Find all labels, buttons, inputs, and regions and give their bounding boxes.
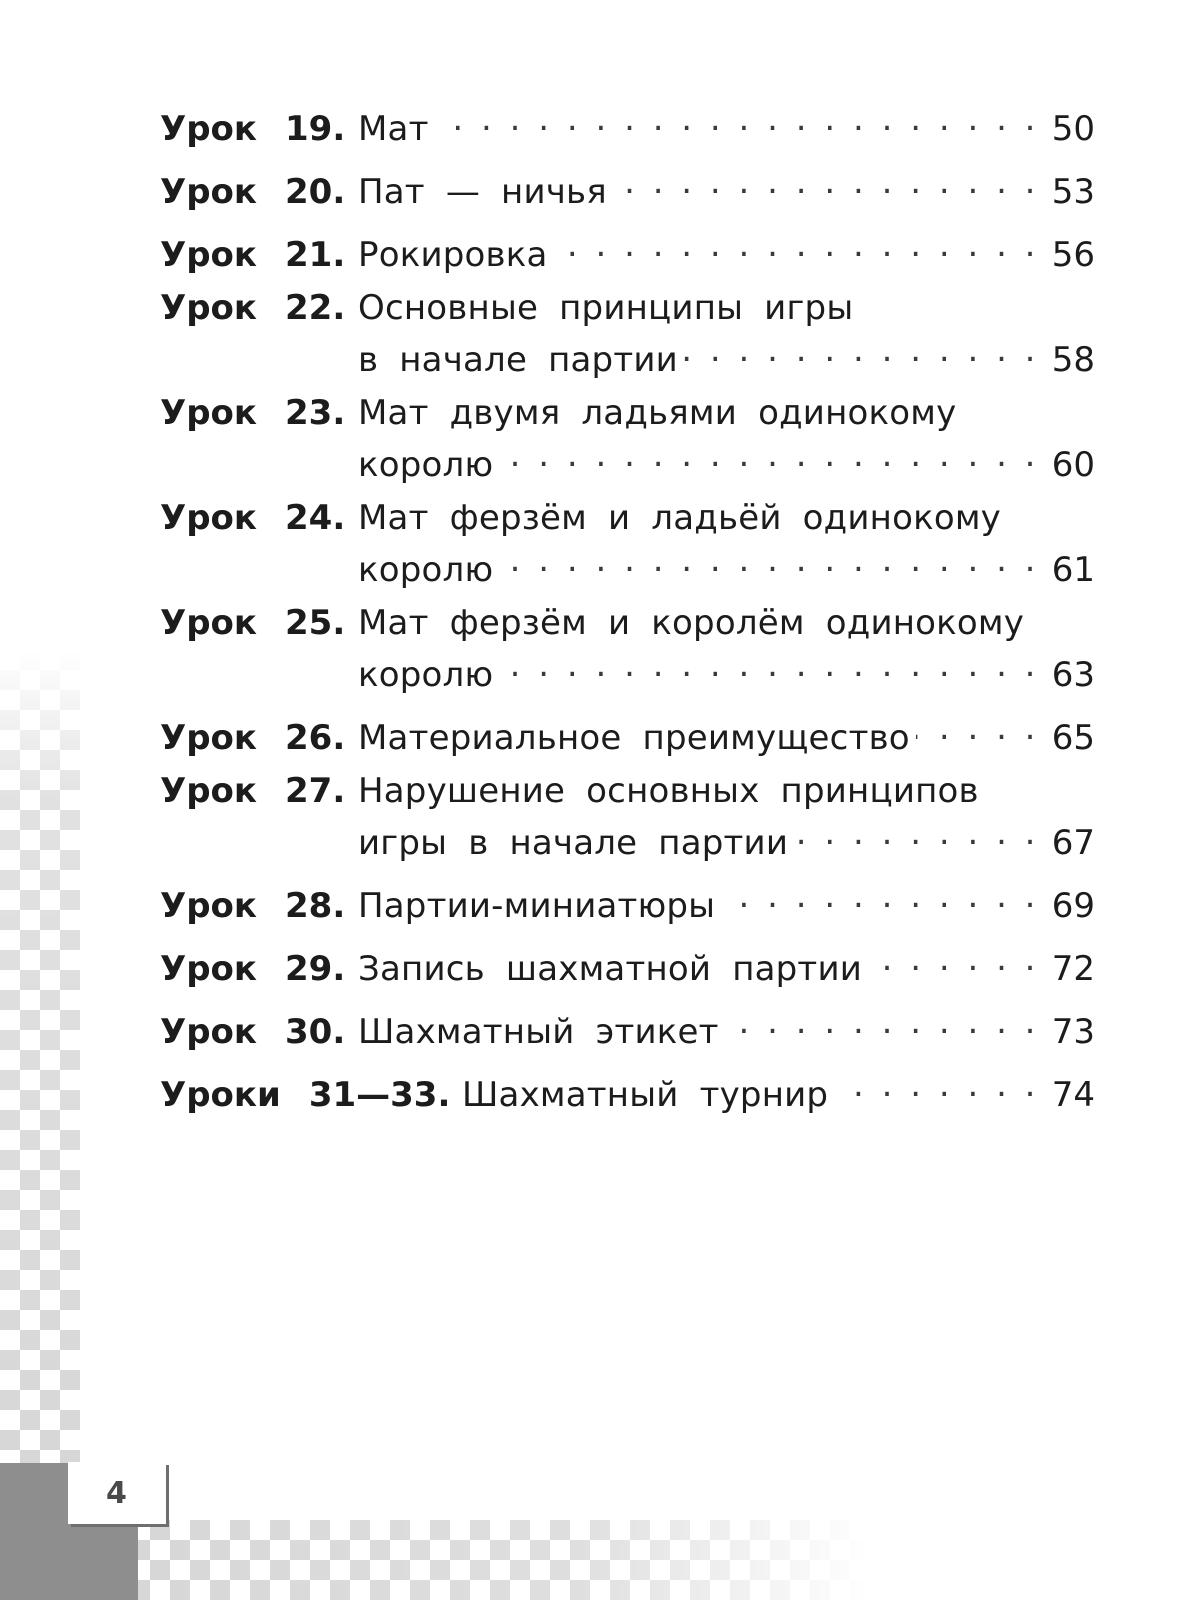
lesson-number: 24. xyxy=(285,498,346,538)
page-ref: 56 xyxy=(1051,235,1095,275)
lesson-number: 19. xyxy=(285,109,346,149)
lesson-title: Пат — ничья xyxy=(358,172,607,212)
dot-leader xyxy=(721,875,1039,917)
lesson-label xyxy=(160,234,358,276)
toc-entry xyxy=(160,602,1095,695)
lesson-label xyxy=(160,108,358,150)
page-ref: 73 xyxy=(1051,1012,1095,1052)
lesson-word: Урок xyxy=(160,288,257,328)
lesson-label xyxy=(160,717,358,759)
dot-leader xyxy=(435,98,1039,140)
toc-line xyxy=(160,602,1095,644)
page-ref: 72 xyxy=(1051,949,1095,989)
toc-entry xyxy=(160,161,1095,212)
lesson-title: Мат ферзём и королём одинокому xyxy=(358,603,1025,643)
toc-entry xyxy=(160,98,1095,149)
toc-entry xyxy=(160,770,1095,863)
checker-pattern-bottom xyxy=(130,1520,870,1600)
toc-line xyxy=(160,938,1095,989)
page-ref: 61 xyxy=(1051,550,1095,590)
lesson-label xyxy=(160,392,358,434)
lesson-number: 22. xyxy=(285,288,346,328)
dot-leader xyxy=(613,161,1039,203)
lesson-title: королю xyxy=(358,550,494,590)
lesson-word: Уроки xyxy=(160,1075,281,1115)
lesson-title: Материальное преимущество xyxy=(358,718,910,758)
toc-line xyxy=(160,1001,1095,1052)
toc-entry xyxy=(160,707,1095,758)
lesson-number: 30. xyxy=(285,1012,346,1052)
toc-entry xyxy=(160,224,1095,275)
lesson-number: 26. xyxy=(285,718,346,758)
lesson-title: Рокировка xyxy=(358,235,548,275)
lesson-label xyxy=(160,602,358,644)
lesson-title: Мат ферзём и ладьёй одинокому xyxy=(358,498,1001,538)
toc-line xyxy=(160,812,1095,863)
dot-leader xyxy=(684,329,1039,371)
toc-line xyxy=(160,497,1095,539)
toc-line xyxy=(160,644,1095,695)
lesson-label xyxy=(160,171,358,213)
lesson-title: Основные принципы игры xyxy=(358,288,854,328)
lesson-label xyxy=(160,770,358,812)
lesson-title: Запись шахматной партии xyxy=(358,949,863,989)
lesson-title: в начале партии xyxy=(358,340,678,380)
page-ref: 50 xyxy=(1051,109,1095,149)
page-number-text: 4 xyxy=(106,1475,127,1511)
lesson-title: Мат двумя ладьями одинокому xyxy=(358,393,957,433)
dot-leader xyxy=(725,1001,1039,1043)
lesson-title: Партии-миниатюры xyxy=(358,886,716,926)
lesson-word: Урок xyxy=(160,172,257,212)
toc-line xyxy=(160,434,1095,485)
page-ref: 65 xyxy=(1051,718,1095,758)
lesson-word: Урок xyxy=(160,771,257,811)
lesson-word: Урок xyxy=(160,603,257,643)
dot-leader xyxy=(916,707,1039,749)
lesson-number: 20. xyxy=(285,172,346,212)
dot-leader xyxy=(499,434,1039,476)
toc-line xyxy=(160,329,1095,380)
lesson-word: Урок xyxy=(160,235,257,275)
lesson-title: Шахматный турнир xyxy=(462,1075,829,1115)
page-ref: 74 xyxy=(1051,1075,1095,1115)
lesson-label xyxy=(160,287,358,329)
page-ref: 53 xyxy=(1051,172,1095,212)
dot-leader xyxy=(499,644,1039,686)
page-ref: 60 xyxy=(1051,445,1095,485)
lesson-word: Урок xyxy=(160,718,257,758)
page-number xyxy=(68,1462,166,1524)
checker-pattern-left xyxy=(0,650,80,1490)
toc-entry xyxy=(160,938,1095,989)
toc-entry xyxy=(160,287,1095,380)
lesson-word: Урок xyxy=(160,1012,257,1052)
lesson-word: Урок xyxy=(160,109,257,149)
page-ref: 69 xyxy=(1051,886,1095,926)
lesson-label xyxy=(160,1011,358,1053)
lesson-label xyxy=(160,948,358,990)
lesson-number: 27. xyxy=(285,771,346,811)
toc-line xyxy=(160,98,1095,149)
dot-leader xyxy=(794,812,1039,854)
lesson-number: 23. xyxy=(285,393,346,433)
toc-entry xyxy=(160,497,1095,590)
lesson-number: 21. xyxy=(285,235,346,275)
toc-line xyxy=(160,875,1095,926)
table-of-contents xyxy=(160,98,1095,1127)
dot-leader xyxy=(868,938,1039,980)
toc-line xyxy=(160,539,1095,590)
lesson-label xyxy=(160,1074,462,1116)
lesson-title: королю xyxy=(358,655,494,695)
dot-leader xyxy=(834,1064,1039,1106)
toc-entry xyxy=(160,1001,1095,1052)
lesson-label xyxy=(160,885,358,927)
dot-leader xyxy=(554,224,1039,266)
lesson-title: игры в начале партии xyxy=(358,823,789,863)
lesson-word: Урок xyxy=(160,498,257,538)
lesson-title: Шахматный этикет xyxy=(358,1012,719,1052)
lesson-label xyxy=(160,497,358,539)
toc-line xyxy=(160,224,1095,275)
lesson-number: 29. xyxy=(285,949,346,989)
toc-line xyxy=(160,392,1095,434)
lesson-number: 31—33. xyxy=(308,1075,451,1115)
toc-line xyxy=(160,1064,1095,1115)
dot-leader xyxy=(499,539,1039,581)
toc-line xyxy=(160,770,1095,812)
lesson-word: Урок xyxy=(160,886,257,926)
page-ref: 67 xyxy=(1051,823,1095,863)
page-ref: 58 xyxy=(1051,340,1095,380)
lesson-word: Урок xyxy=(160,949,257,989)
lesson-number: 25. xyxy=(285,603,346,643)
lesson-word: Урок xyxy=(160,393,257,433)
lesson-title: Нарушение основных принципов xyxy=(358,771,979,811)
lesson-title: Мат xyxy=(358,109,429,149)
toc-entry xyxy=(160,875,1095,926)
lesson-number: 28. xyxy=(285,886,346,926)
toc-line xyxy=(160,287,1095,329)
toc-line xyxy=(160,707,1095,758)
toc-entry xyxy=(160,1064,1095,1115)
toc-entry xyxy=(160,392,1095,485)
toc-line xyxy=(160,161,1095,212)
page-ref: 63 xyxy=(1051,655,1095,695)
lesson-title: королю xyxy=(358,445,494,485)
